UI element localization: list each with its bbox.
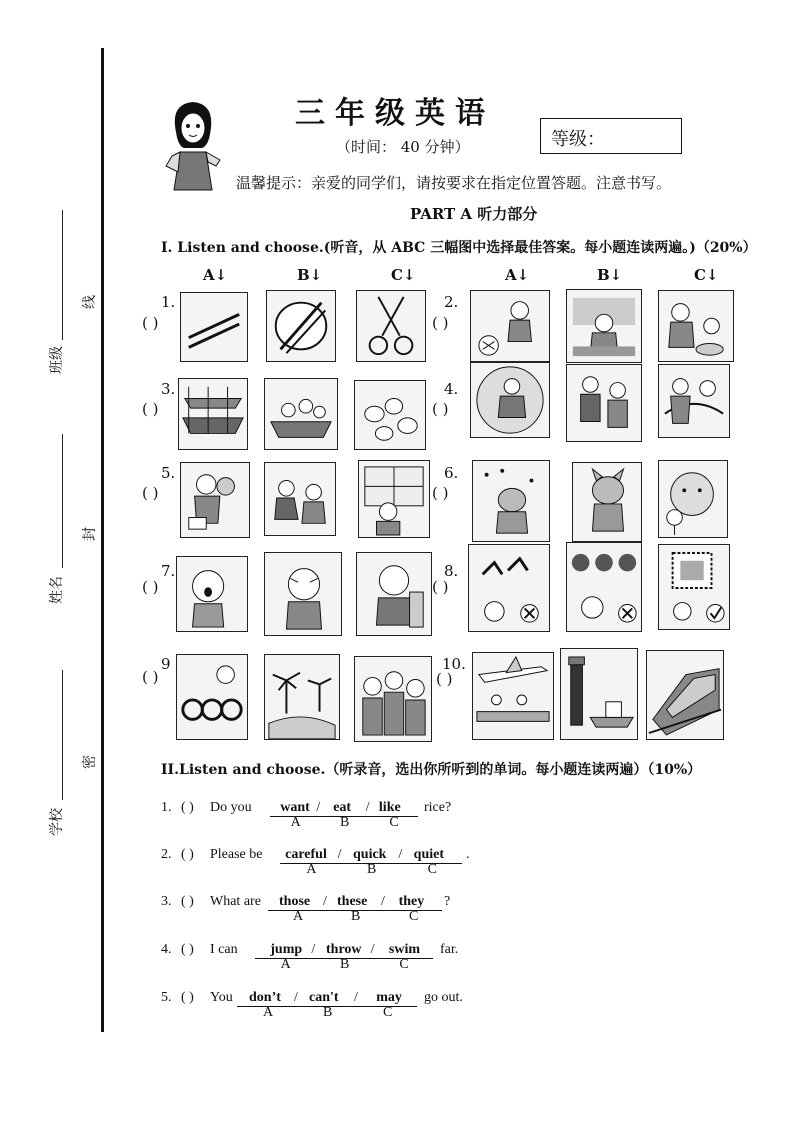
q1-option-c-picture[interactable] bbox=[356, 290, 426, 362]
q7-option-c-picture[interactable] bbox=[356, 552, 432, 636]
q4-option-b-picture[interactable] bbox=[566, 364, 642, 442]
q8-option-b-picture[interactable] bbox=[566, 542, 642, 632]
q2-2-answer-paren[interactable]: ( ) bbox=[181, 847, 194, 862]
teacher-illustration bbox=[158, 96, 228, 192]
q6-option-a-picture[interactable] bbox=[472, 460, 550, 542]
q3-option-c-picture[interactable] bbox=[354, 380, 426, 450]
q1-option-b-picture[interactable] bbox=[266, 290, 336, 362]
q9-number: 9 bbox=[161, 655, 171, 673]
q2-answer-paren[interactable]: ( ) bbox=[432, 314, 449, 332]
q5-option-b-picture[interactable] bbox=[264, 462, 336, 536]
q1-option-a-picture[interactable] bbox=[180, 292, 248, 362]
q7-answer-paren[interactable]: ( ) bbox=[142, 578, 159, 596]
q2-3-prefix: What are bbox=[210, 894, 261, 909]
binding-line bbox=[101, 48, 104, 1032]
school-blank[interactable] bbox=[62, 670, 63, 800]
section2-title: II.Listen and choose.（听录音，选出你所听到的单词。每小题连读两遍）（10%） bbox=[161, 762, 702, 778]
q2-3-label-b: B bbox=[351, 909, 361, 924]
q2-option-c-picture[interactable] bbox=[658, 290, 734, 362]
q2-2-option-c[interactable]: quiet bbox=[413, 847, 444, 862]
q2-3-slash-1: / bbox=[323, 894, 327, 909]
q2-1-option-b[interactable]: eat bbox=[333, 800, 352, 815]
q2-1-number: 1. bbox=[161, 800, 172, 815]
q2-5-slash-1: / bbox=[294, 990, 298, 1005]
q10-option-c-picture[interactable] bbox=[646, 650, 724, 740]
q2-2-option-a[interactable]: careful bbox=[285, 847, 327, 862]
q5-option-a-picture[interactable] bbox=[180, 462, 250, 538]
q2-option-a-picture[interactable] bbox=[470, 290, 550, 362]
q2-3-option-a[interactable]: those bbox=[279, 894, 311, 909]
class-blank[interactable] bbox=[62, 210, 63, 340]
binding-char-line: 线 bbox=[82, 295, 98, 309]
q2-4-slash-1: / bbox=[311, 942, 316, 957]
q2-3-suffix: ? bbox=[444, 894, 451, 909]
q2-2-prefix: Please be bbox=[210, 847, 263, 862]
q2-4-label-c: C bbox=[399, 957, 409, 972]
q4-answer-paren[interactable]: ( ) bbox=[432, 400, 449, 418]
col-label-c1: C↓ bbox=[391, 266, 416, 284]
q10-number: 10. bbox=[442, 655, 466, 673]
q3-option-a-picture[interactable] bbox=[178, 378, 248, 450]
grade-box[interactable] bbox=[540, 118, 682, 154]
q9-answer-paren[interactable]: ( ) bbox=[142, 668, 159, 686]
q2-4-number: 4. bbox=[161, 942, 172, 957]
q2-2-slash-2: / bbox=[398, 847, 403, 862]
q4-option-a-picture[interactable] bbox=[470, 362, 550, 438]
q2-5-label-a: A bbox=[263, 1005, 274, 1020]
q2-1-label-c: C bbox=[389, 815, 399, 830]
exam-time: （时间： 40 分钟） bbox=[336, 138, 470, 156]
q7-option-b-picture[interactable] bbox=[264, 552, 342, 636]
q10-answer-paren[interactable]: ( ) bbox=[436, 670, 453, 688]
section1-title: I. Listen and choose.(听音，从 ABC 三幅图中选择最佳答案。每小题连读两遍。)（20%） bbox=[161, 240, 757, 256]
part-a-heading: PART A 听力部分 bbox=[410, 205, 538, 223]
q2-number: 2. bbox=[444, 293, 459, 311]
q10-option-a-picture[interactable] bbox=[472, 652, 554, 740]
q2-2-slash-1: / bbox=[337, 847, 342, 862]
q2-3-option-c[interactable]: they bbox=[398, 894, 425, 909]
col-label-a1: A↓ bbox=[203, 266, 228, 284]
q2-5-label-c: C bbox=[383, 1005, 393, 1020]
q2-1-slash-2: / bbox=[365, 800, 370, 815]
q1-number: 1. bbox=[161, 293, 176, 311]
q2-3-label-a: A bbox=[293, 909, 304, 924]
q2-4-label-a: A bbox=[280, 957, 291, 972]
q6-number: 6. bbox=[444, 464, 459, 482]
q2-5-label-b: B bbox=[323, 1005, 333, 1020]
q8-answer-paren[interactable]: ( ) bbox=[432, 578, 449, 596]
q2-5-prefix: You bbox=[210, 990, 233, 1005]
q2-5-option-c[interactable]: may bbox=[376, 990, 402, 1005]
q2-4-label-b: B bbox=[340, 957, 350, 972]
q2-2-option-b[interactable]: quick bbox=[353, 847, 387, 862]
q10-option-b-picture[interactable] bbox=[560, 648, 638, 740]
name-blank[interactable] bbox=[62, 434, 63, 568]
q2-3-label-c: C bbox=[409, 909, 419, 924]
q3-answer-paren[interactable]: ( ) bbox=[142, 400, 159, 418]
q2-1-prefix: Do you bbox=[210, 800, 252, 815]
q2-4-option-b[interactable]: throw bbox=[326, 942, 362, 957]
q2-5-number: 5. bbox=[161, 990, 172, 1005]
school-label: 学校 bbox=[49, 808, 65, 836]
q2-5-suffix: go out. bbox=[424, 990, 463, 1005]
q8-number: 8. bbox=[444, 562, 459, 580]
q5-number: 5. bbox=[161, 464, 176, 482]
q4-option-c-picture[interactable] bbox=[658, 364, 730, 438]
q4-number: 4. bbox=[444, 380, 459, 398]
q8-option-a-picture[interactable] bbox=[468, 544, 550, 632]
grade-label: 等级： bbox=[551, 129, 605, 150]
col-label-a2: A↓ bbox=[505, 266, 530, 284]
q5-answer-paren[interactable]: ( ) bbox=[142, 484, 159, 502]
q2-2-number: 2. bbox=[161, 847, 172, 862]
q6-option-c-picture[interactable] bbox=[658, 460, 728, 538]
q8-option-c-picture[interactable] bbox=[658, 544, 730, 630]
class-label: 班级 bbox=[49, 346, 65, 374]
q9-option-a-picture[interactable] bbox=[176, 654, 248, 740]
q2-5-option-a[interactable]: don’t bbox=[249, 990, 281, 1005]
q2-4-option-a[interactable]: jump bbox=[270, 942, 303, 957]
col-label-b1: B↓ bbox=[297, 266, 323, 284]
q3-number: 3. bbox=[161, 380, 176, 398]
q2-3-option-b[interactable]: these bbox=[337, 894, 368, 909]
q2-1-option-a[interactable]: want bbox=[280, 800, 310, 815]
page-title: 三年级英语 bbox=[295, 96, 495, 131]
q2-4-slash-2: / bbox=[370, 942, 375, 957]
q2-3-answer-paren[interactable]: ( ) bbox=[181, 894, 194, 909]
col-label-b2: B↓ bbox=[597, 266, 623, 284]
binding-char-secret: 密 bbox=[82, 755, 98, 769]
q9-option-c-picture[interactable] bbox=[354, 656, 432, 742]
q6-option-b-picture[interactable] bbox=[572, 462, 642, 542]
q2-4-answer-paren[interactable]: ( ) bbox=[181, 942, 194, 957]
q2-1-label-a: A bbox=[290, 815, 301, 830]
q2-2-label-c: C bbox=[427, 862, 437, 877]
q2-2-suffix: . bbox=[466, 847, 470, 862]
q2-1-suffix: rice? bbox=[424, 800, 452, 815]
q2-3-slash-2: / bbox=[381, 894, 385, 909]
q2-1-slash-1: / bbox=[316, 800, 321, 815]
q2-1-answer-paren[interactable]: ( ) bbox=[181, 800, 194, 815]
q2-5-slash-2: / bbox=[354, 990, 358, 1005]
q2-5-answer-paren[interactable]: ( ) bbox=[181, 990, 194, 1005]
q3-option-b-picture[interactable] bbox=[264, 378, 338, 450]
q9-option-b-picture[interactable] bbox=[264, 654, 340, 740]
q5-option-c-picture[interactable] bbox=[358, 460, 430, 538]
q2-4-option-c[interactable]: swim bbox=[388, 942, 421, 957]
q2-3-number: 3. bbox=[161, 894, 172, 909]
q2-1-label-b: B bbox=[340, 815, 350, 830]
warm-tip: 温馨提示：亲爱的同学们，请按要求在指定位置答题。注意书写。 bbox=[236, 174, 672, 192]
q2-4-prefix: I can bbox=[210, 942, 238, 957]
col-label-c2: C↓ bbox=[694, 266, 719, 284]
q2-5-option-b[interactable]: can't bbox=[309, 990, 339, 1005]
q2-2-label-b: B bbox=[367, 862, 377, 877]
q6-answer-paren[interactable]: ( ) bbox=[432, 484, 449, 502]
q1-answer-paren[interactable]: ( ) bbox=[142, 314, 159, 332]
q7-option-a-picture[interactable] bbox=[176, 556, 248, 632]
binding-char-seal: 封 bbox=[82, 527, 98, 541]
q2-2-label-a: A bbox=[306, 862, 317, 877]
q7-number: 7. bbox=[161, 562, 176, 580]
name-label: 姓名 bbox=[49, 576, 65, 604]
q2-4-suffix: far. bbox=[440, 942, 459, 957]
q2-option-b-picture[interactable] bbox=[566, 289, 642, 363]
q2-1-option-c[interactable]: like bbox=[378, 800, 401, 815]
